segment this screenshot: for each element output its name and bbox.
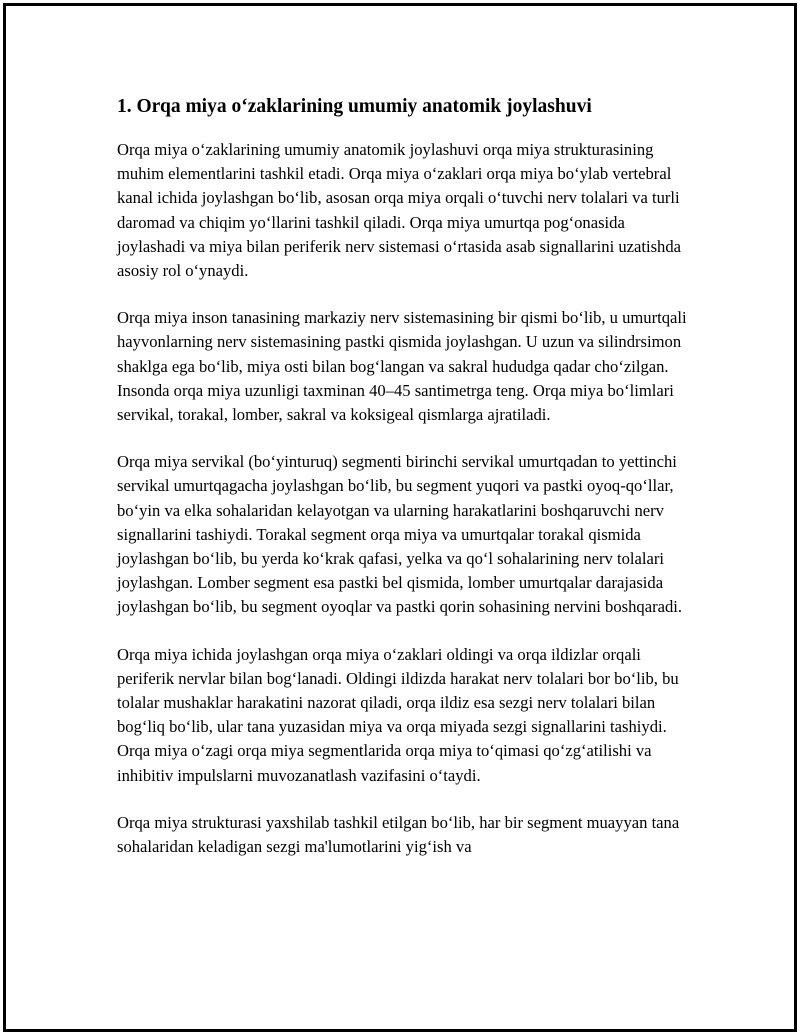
document-body [117,92,687,882]
paragraph-5: Orqa miya strukturasi yaxshilab tashkil etilgan bo‘lib, har bir segment muayyan tana sohalaridan keladigan sezgi ma'lumotlarini yig‘ish va [117,812,680,857]
paragraph-3: Orqa miya servikal (bo‘yinturuq) segmenti birinchi servikal umurtqadan to yettinchi servikal umurtqagacha joylashgan bo‘lib, bu segment yuqori va pastki oyoq-qo‘llar, bo‘yin va elka sohalaridan kelayotgan va ularning harakatlarini boshqaruvchi nerv signallarini tashiydi. Torakal segment orqa miya va umurtqalar torakal qismida joylashgan bo‘lib, bu yerda ko‘krak qafasi, yelka va qo‘l sohalarining nerv tolalari joylashgan. Lomber segment esa pastki bel qismida, lomber umurtqalar darajasida joylashgan bo‘lib, bu segment oyoqlar va pastki qorin sohasining nervini boshqaradi. [117,452,683,617]
section-heading: 1. Orqa miya o‘zaklarining umumiy anatomik joylashuvi [117,96,592,117]
paragraph-1: Orqa miya o‘zaklarining umumiy anatomik joylashuvi orqa miya strukturasining muhim elementlarini tashkil etadi. Orqa miya o‘zaklari orqa miya bo‘ylab vertebral kanal ichida joylashgan bo‘lib, asosan orqa miya orqali o‘tuvchi nerv tolalari va turli daromad va chiqim yo‘llarini tashkil qiladi. Orqa miya umurtqa pog‘onasida joylashadi va miya bilan periferik nerv sistemasi o‘rtasida asab signallarini uzatishda asosiy rol o‘ynaydi. [117,140,682,281]
paragraph-4: Orqa miya ichida joylashgan orqa miya o‘zaklari oldingi va orqa ildizlar orqali periferik nervlar bilan bog‘lanadi. Oldingi ildizda harakat nerv tolalari bor bo‘lib, bu tolalar mushaklar harakatini nazorat qiladi, orqa ildiz esa sezgi nerv tolalari bilan bog‘liq bo‘lib, ular tana yuzasidan miya va orqa miyada sezgi signallarini tashiydi. Orqa miya o‘zagi orqa miya segmentlarida orqa miya to‘qimasi qo‘zg‘atilishi va inhibitiv impulslarni muvozanatlash vazifasini o‘taydi. [117,644,679,785]
paragraph-2: Orqa miya inson tanasining markaziy nerv sistemasining bir qismi bo‘lib, u umurtqali hayvonlarning nerv sistemasining pastki qismida joylashgan. U uzun va silindrsimon shaklga ega bo‘lib, miya osti bilan bog‘langan va sakral hududga qadar cho‘zilgan. Insonda orqa miya uzunligi taxminan 40–45 santimetrga teng. Orqa miya bo‘limlari servikal, torakal, lomber, sakral va koksigeal qismlarga ajratiladi. [117,308,687,425]
